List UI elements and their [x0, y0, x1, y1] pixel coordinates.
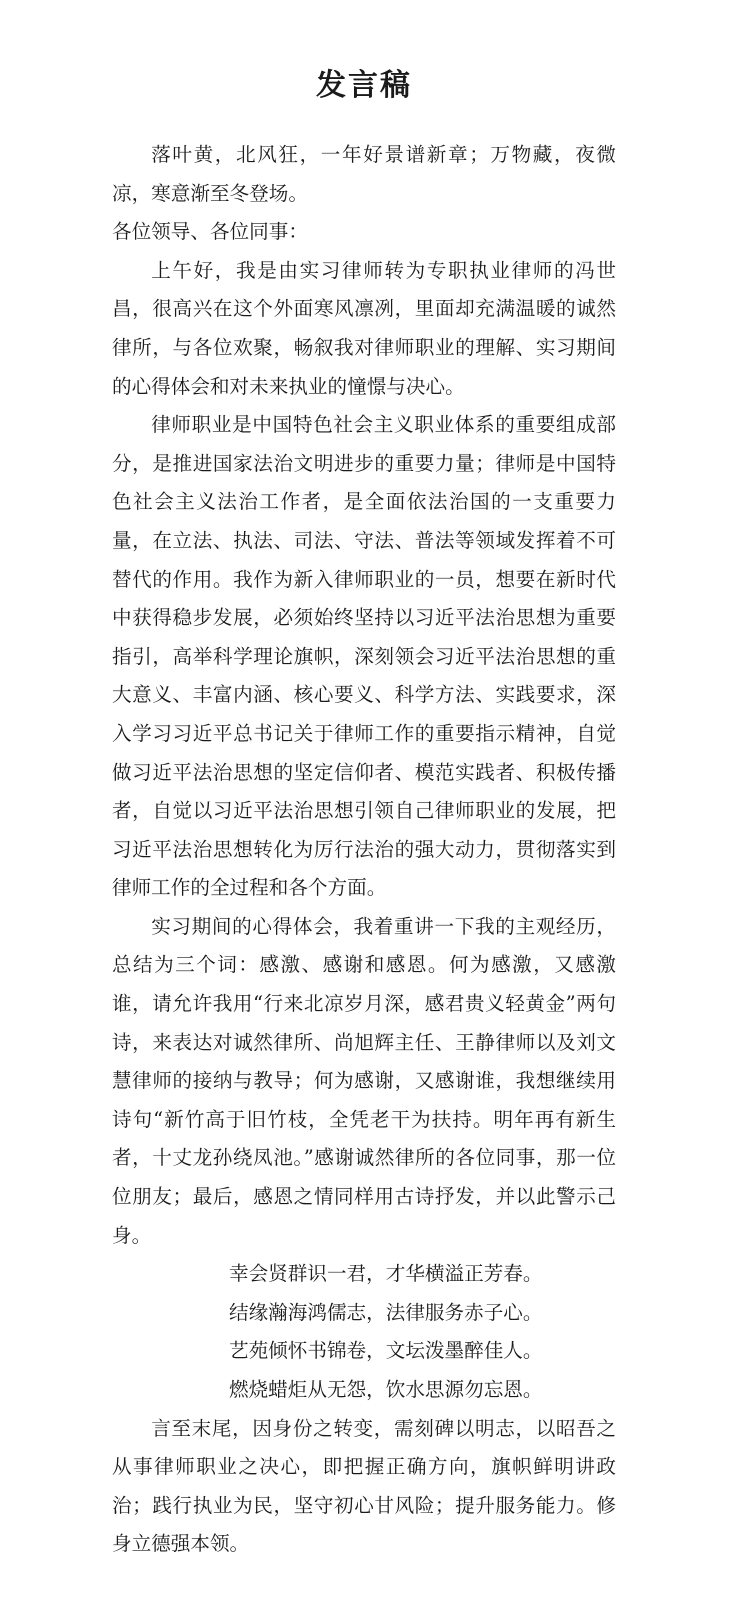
- gratitude-paragraph: 实习期间的心得体会，我着重讲一下我的主观经历，总结为三个词：感激、感谢和感恩。何为感激，又感激谁，请允许我用“行来北凉岁月深，感君贵义轻黄金”两句诗，来表达对诚然律所、尚旭辉主任、王静律师以及刘文慧律师的接纳与教导；何为感谢，又感谢谁，我想继续用诗句“新竹高于旧竹枝，全凭老干为扶持。明年再有新生者，十丈龙孙绕凤池。”感谢诚然律所的各位同事，那一位位朋友；最后，感恩之情同样用古诗抒发，并以此警示己身。: [112, 914, 616, 1247]
- poem-line: 燃烧蜡炬从无怨，饮水思源勿忘恩。: [229, 1378, 543, 1401]
- introduction-paragraph: 上午好，我是由实习律师转为专职执业律师的冯世昌，很高兴在这个外面寒风凛冽，里面却充满温暖的诚然律所，与各位欢聚，畅叙我对律师职业的理解、实习期间的心得体会和对未来执业的憧憬与决心。: [112, 258, 616, 398]
- poem-line: 幸会贤群识一君，才华横溢正芳春。: [229, 1262, 543, 1286]
- document-title: 发言稿: [316, 68, 412, 103]
- poem-block: [112, 1255, 616, 1409]
- salutation: 各位领导、各位同事：: [112, 220, 308, 244]
- poem-line: 结缘瀚海鸿儒志，法律服务赤子心。: [229, 1300, 543, 1324]
- opening-verse: 落叶黄，北风狂，一年好景谱新章；万物藏，夜微凉，寒意渐至冬登场。: [112, 143, 616, 205]
- closing-paragraph: 言至末尾，因身份之转变，需刻碑以明志，以昭吾之从事律师职业之决心，即把握正确方向，旗帜鲜明讲政治；践行执业为民，坚守初心甘风险；提升服务能力。修身立德强本领。: [112, 1416, 616, 1556]
- poem-line: 艺苑倾怀书锦卷，文坛泼墨醉佳人。: [229, 1339, 543, 1363]
- profession-paragraph: 律师职业是中国特色社会主义职业体系的重要组成部分，是推进国家法治文明进步的重要力量；律师是中国特色社会主义法治工作者，是全面依法治国的一支重要力量，在立法、执法、司法、守法、普法等领域发挥着不可替代的作用。我作为新入律师职业的一员，想要在新时代中获得稳步发展，必须始终坚持以习近平法治思想为重要指引，高举科学理论旗帜，深刻领会习近平法治思想的重大意义、丰富内涵、核心要义、科学方法、实践要求，深入学习习近平总书记关于律师工作的重要指示精神，自觉做习近平法治思想的坚定信仰者、模范实践者、积极传播者，自觉以习近平法治思想引领自己律师职业的发展，把习近平法治思想转化为厉行法治的强大动力，贯彻落实到律师工作的全过程和各个方面。: [112, 413, 616, 900]
